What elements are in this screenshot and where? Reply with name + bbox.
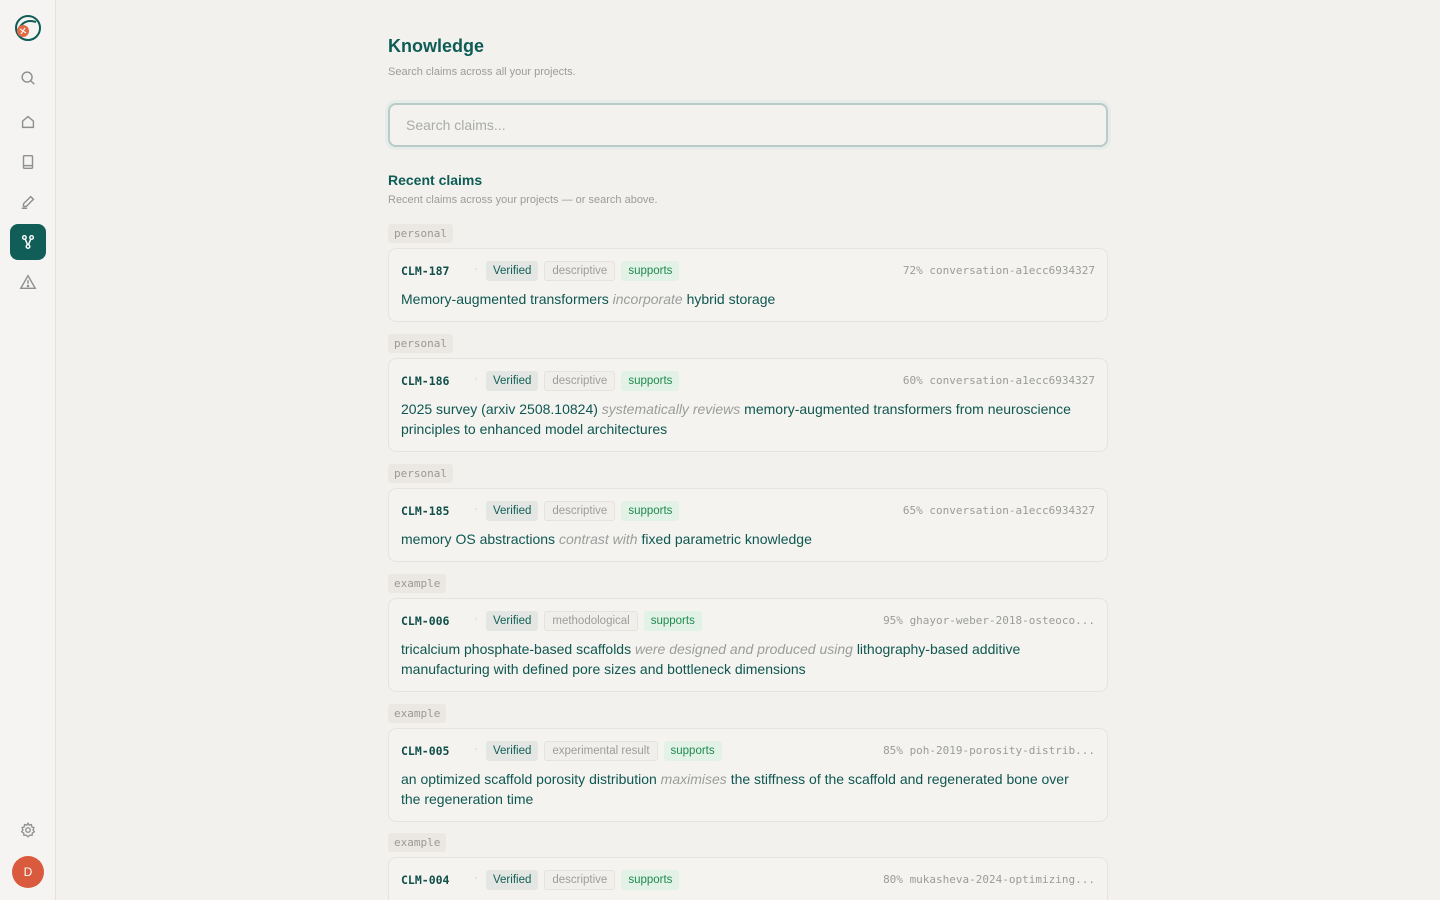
- claim-card[interactable]: [388, 857, 1108, 900]
- stance-badge: supports: [621, 261, 679, 281]
- claim-id: CLM-004: [401, 873, 450, 887]
- claim-meta: [903, 374, 1095, 387]
- kind-badge: descriptive: [544, 261, 615, 281]
- claim-subject: Memory-augmented transformers: [401, 291, 609, 307]
- claim-meta: [883, 614, 1095, 627]
- sidebar-item-home[interactable]: [10, 104, 46, 140]
- claim-id: CLM-187: [401, 264, 450, 278]
- separator-dot: ·: [474, 263, 478, 275]
- claim-text: [401, 399, 1079, 439]
- project-tag: personal: [388, 334, 453, 353]
- status-badge: Verified: [486, 261, 538, 281]
- sidebar: [0, 0, 56, 900]
- graph-icon: [19, 233, 37, 251]
- claim-object: hybrid storage: [686, 291, 776, 307]
- project-tag: example: [388, 574, 446, 593]
- stance-badge: supports: [621, 501, 679, 521]
- project-tag: personal: [388, 224, 453, 243]
- confidence: 95%: [883, 614, 903, 627]
- project-tag: personal: [388, 464, 453, 483]
- source: conversation-a1ecc6934327: [929, 504, 1095, 517]
- home-icon: [19, 113, 37, 131]
- sidebar-item-alerts[interactable]: [10, 264, 46, 300]
- confidence: 85%: [883, 744, 903, 757]
- book-icon: [19, 153, 37, 171]
- claim-card[interactable]: [388, 728, 1108, 822]
- claim-meta: [903, 264, 1095, 277]
- claim-object: the stiffness of the scaffold and regenerated bone over the regeneration time: [401, 771, 1069, 807]
- claim-card[interactable]: [388, 358, 1108, 452]
- warning-icon: [19, 273, 37, 291]
- separator-dot: ·: [474, 872, 478, 884]
- claim-relation: systematically reviews: [601, 401, 741, 417]
- source: conversation-a1ecc6934327: [929, 374, 1095, 387]
- stance-badge: supports: [621, 371, 679, 391]
- sidebar-item-search[interactable]: [10, 60, 46, 96]
- source: ghayor-weber-2018-osteoco...: [909, 614, 1095, 627]
- claim-text: [401, 289, 1079, 309]
- claim-text: [401, 769, 1079, 809]
- claim-card[interactable]: [388, 248, 1108, 322]
- claim-subject: 2025 survey (arxiv 2508.10824): [401, 401, 598, 417]
- separator-dot: ·: [474, 373, 478, 385]
- separator-dot: ·: [474, 613, 478, 625]
- separator-dot: ·: [474, 743, 478, 755]
- project-tag: example: [388, 704, 446, 723]
- settings-button[interactable]: [10, 812, 46, 848]
- sidebar-item-write[interactable]: [10, 184, 46, 220]
- claim-meta: [903, 504, 1095, 517]
- stance-badge: supports: [621, 870, 679, 890]
- source: poh-2019-porosity-distrib...: [909, 744, 1095, 757]
- claim-meta: [883, 744, 1095, 757]
- project-tag: example: [388, 833, 446, 852]
- claim-object: memory-augmented transformers from neuroscience principles to enhanced model architectures: [401, 401, 1071, 437]
- kind-badge: descriptive: [544, 371, 615, 391]
- stance-badge: supports: [644, 611, 702, 631]
- status-badge: Verified: [486, 741, 538, 761]
- status-badge: Verified: [486, 611, 538, 631]
- claim-card[interactable]: [388, 598, 1108, 692]
- claim-meta: [883, 873, 1095, 886]
- gear-icon: [19, 821, 37, 839]
- claim-id: CLM-005: [401, 744, 450, 758]
- claim-subject: tricalcium phosphate-based scaffolds: [401, 641, 632, 657]
- claim-text: [401, 639, 1079, 679]
- source: mukasheva-2024-optimizing...: [909, 873, 1095, 886]
- search-icon: [19, 69, 37, 87]
- search-input[interactable]: [388, 103, 1108, 147]
- claim-relation: maximises: [660, 771, 727, 787]
- source: conversation-a1ecc6934327: [929, 264, 1095, 277]
- pen-icon: [19, 193, 37, 211]
- confidence: 65%: [902, 504, 923, 517]
- claim-id: CLM-185: [401, 504, 450, 518]
- recent-claims-subtitle: Recent claims across your projects — or search above.: [388, 194, 658, 206]
- confidence: 72%: [902, 264, 923, 277]
- kind-badge: experimental result: [544, 741, 657, 761]
- claim-relation: contrast with: [558, 531, 638, 547]
- page-title: Knowledge: [388, 36, 485, 56]
- kind-badge: methodological: [544, 611, 637, 631]
- status-badge: Verified: [486, 371, 538, 391]
- separator-dot: ·: [474, 503, 478, 515]
- kind-badge: descriptive: [544, 870, 615, 890]
- page-subtitle: Search claims across all your projects.: [388, 66, 576, 78]
- claim-object: lithography-based additive manufacturing with defined pore sizes and bottleneck dimensions: [401, 641, 1021, 677]
- app-logo-icon[interactable]: [12, 12, 44, 44]
- status-badge: Verified: [486, 870, 538, 890]
- sidebar-item-library[interactable]: [10, 144, 46, 180]
- claim-id: CLM-186: [401, 374, 450, 388]
- claim-text: [401, 529, 1079, 549]
- kind-badge: descriptive: [544, 501, 615, 521]
- confidence: 80%: [883, 873, 903, 886]
- claim-subject: memory OS abstractions: [401, 531, 556, 547]
- claim-relation: were designed and produced using: [634, 641, 853, 657]
- claim-card[interactable]: [388, 488, 1108, 562]
- stance-badge: supports: [664, 741, 722, 761]
- claim-subject: an optimized scaffold porosity distribution: [401, 771, 657, 787]
- claim-id: CLM-006: [401, 614, 450, 628]
- claim-object: fixed parametric knowledge: [641, 531, 812, 547]
- avatar[interactable]: D: [12, 856, 44, 888]
- claim-relation: incorporate: [612, 291, 683, 307]
- status-badge: Verified: [486, 501, 538, 521]
- confidence: 60%: [902, 374, 923, 387]
- recent-claims-title: Recent claims: [388, 172, 483, 188]
- sidebar-item-knowledge[interactable]: [10, 224, 46, 260]
